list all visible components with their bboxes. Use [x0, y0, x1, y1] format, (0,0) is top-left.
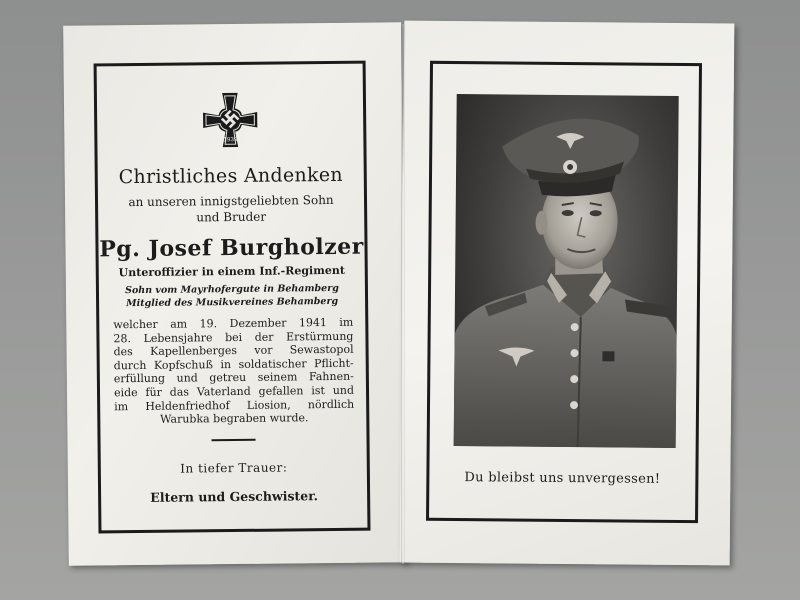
obituary-text [113, 316, 354, 427]
obituary-line: Warubka begraben wurde. [160, 411, 309, 426]
obituary-line: durch Kopfschuß in soldatischer Pflicht- [113, 356, 354, 373]
right-page-border-frame [426, 61, 702, 523]
note-line: Sohn vom Mayrhofergute in Behamberg [125, 282, 339, 297]
obituary-line: erfüllung und getreu seinem Fahnen- [113, 370, 354, 386]
obituary-line: des Kapellenberges vor Sewastopol [113, 342, 354, 359]
closing-line: Du bleibst uns unvergessen! [464, 470, 661, 487]
memorial-card-left-page [63, 22, 407, 566]
obituary-line: welcher am 19. Dezember 1941 im [113, 315, 354, 332]
cross-year: 1939 [223, 136, 238, 144]
left-page-border-frame [94, 61, 371, 534]
subheading-line: an unseren innigstgeliebten Sohn [128, 192, 334, 210]
subheading-line: und Bruder [196, 209, 267, 225]
obituary-line: im Heldenfriedhof Liosion, nördlich [114, 397, 355, 413]
card-fold-crease [401, 24, 405, 564]
deceased-name: Pg. Josef Burgholzer [99, 233, 364, 263]
subheading [98, 192, 364, 227]
family-signature: Eltern und Geschwister. [150, 488, 319, 505]
heading: Christliches Andenken [118, 163, 344, 189]
memorial-card-right-page [400, 21, 735, 566]
soldier-portrait-illustration [454, 94, 679, 448]
divider-rule [212, 439, 256, 441]
rank-line: Unteroffizier in einem Inf.-Regiment [118, 263, 345, 280]
obituary-line: 28. Lebensjahre bei der Erstürmung [113, 329, 354, 345]
iron-cross-icon [201, 91, 260, 150]
biographical-notes [99, 282, 365, 311]
note-line: Mitglied des Musikvereines Behamberg [126, 295, 339, 310]
obituary-line: eide für das Vaterland gefallen ist und [113, 383, 355, 400]
portrait-photo [454, 94, 679, 448]
mourning-line: In tiefer Trauer: [180, 460, 288, 476]
